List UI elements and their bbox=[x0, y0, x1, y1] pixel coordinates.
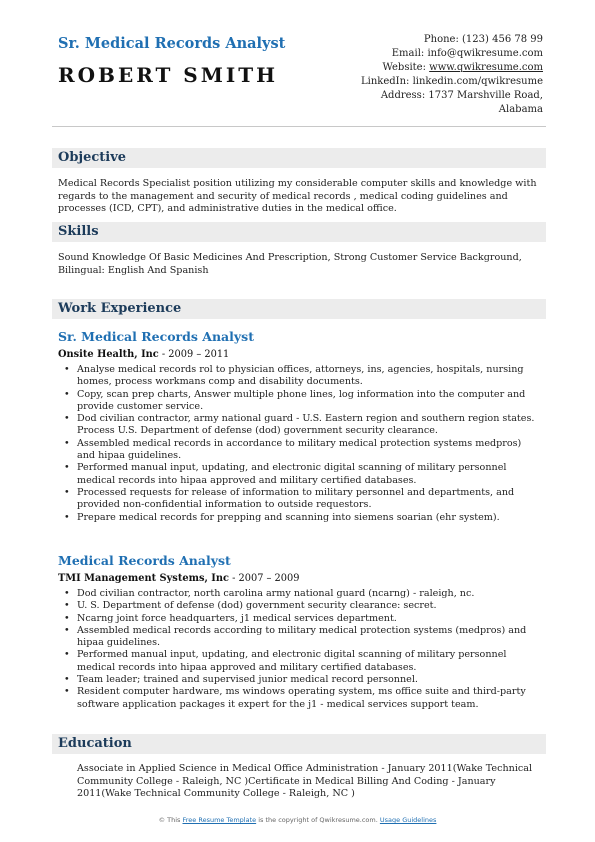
list-item: • Processed requests for release of information to military personnel and departments, and provided non-confidential information to outside requestors. bbox=[58, 487, 542, 512]
list-item: • Performed manual input, updating, and electronic digital scanning of military personnel medical records into hipaa approved and military certified databases. bbox=[58, 649, 542, 674]
education-section-header bbox=[52, 734, 546, 754]
list-item: • Analyse medical records rol to physician offices, attorneys, ins, agencies, hospitals, nursing homes, process workmans comp and disability documents. bbox=[58, 364, 542, 389]
job-bullets bbox=[58, 588, 542, 711]
job-title: Sr. Medical Records Analyst bbox=[58, 329, 254, 344]
contact-website: Website: www.qwikresume.com bbox=[382, 62, 543, 73]
list-item: • Team leader; trained and supervised junior medical record personnel. bbox=[58, 674, 542, 686]
contact-address-line2: Alabama bbox=[498, 104, 543, 115]
header-divider bbox=[52, 126, 546, 127]
objective-heading: Objective bbox=[58, 150, 127, 165]
education-text: Associate in Applied Science in Medical Office Administration - January 2011(Wake Technical Community College - Raleigh, NC )Certificate in Medical Billing And Coding - January 2011(Wake Technical Community College - Raleigh, NC ) bbox=[77, 763, 533, 799]
list-item: • U. S. Department of defense (dod) government security clearance: secret. bbox=[58, 600, 542, 612]
contact-phone: Phone: (123) 456 78 99 bbox=[423, 34, 543, 45]
skills-section-header bbox=[52, 222, 546, 242]
job-company: TMI Management Systems, Inc - 2007 – 2009 bbox=[58, 573, 300, 584]
objective-section-header bbox=[52, 148, 546, 168]
job-title: Medical Records Analyst bbox=[58, 553, 231, 568]
resume-job-title: Sr. Medical Records Analyst bbox=[58, 35, 286, 52]
skills-heading: Skills bbox=[58, 224, 99, 239]
list-item: • Ncarng joint force headquarters, j1 medical services department. bbox=[58, 613, 542, 625]
contact-email: Email: info@qwikresume.com bbox=[391, 48, 543, 59]
usage-guidelines-link[interactable]: Usage Guidelines bbox=[379, 816, 437, 824]
experience-heading: Work Experience bbox=[58, 301, 182, 316]
skills-text: Sound Knowledge Of Basic Medicines And Prescription, Strong Customer Service Background, Bilingual: English And Spanish bbox=[58, 252, 522, 276]
job-company: Onsite Health, Inc - 2009 – 2011 bbox=[58, 349, 230, 360]
job-bullets bbox=[58, 364, 542, 524]
list-item: • Copy, scan prep charts, Answer multiple phone lines, log information into the computer and provide customer service. bbox=[58, 389, 542, 414]
list-item: • Prepare medical records for prepping and scanning into siemens soarian (ehr system). bbox=[58, 512, 542, 524]
experience-section-header bbox=[52, 299, 546, 319]
candidate-name: ROBERT SMITH bbox=[58, 63, 279, 87]
contact-address: Address: 1737 Marshville Road, bbox=[380, 90, 543, 101]
footer: © This Free Resume Template is the copyright of Qwikresume.com. Usage Guidelines bbox=[158, 816, 437, 824]
contact-linkedin: LinkedIn: linkedin.com/qwikresume bbox=[360, 76, 543, 87]
list-item: • Assembled medical records according to military medical protection systems (medpros) and hipaa guidelines. bbox=[58, 625, 542, 650]
objective-text: Medical Records Specialist position utilizing my considerable computer skills and knowledge with regards to the management and security of medical records , medical coding guidelines and processes (ICD, CPT), and administrative duties in the medical office. bbox=[58, 178, 537, 214]
list-item: • Performed manual input, updating, and electronic digital scanning of military personnel medical records into hipaa approved and military certified databases. bbox=[58, 462, 542, 487]
contact-block bbox=[361, 33, 543, 117]
education-heading: Education bbox=[58, 736, 132, 751]
website-link[interactable]: www.qwikresume.com bbox=[429, 62, 543, 73]
free-resume-template-link[interactable]: Free Resume Template bbox=[182, 816, 257, 824]
list-item: • Assembled medical records in accordance to military medical protection systems medpros) and hipaa guidelines. bbox=[58, 438, 542, 463]
list-item: • Dod civilian contractor, army national guard - U.S. Eastern region and southern region states. Process U.S. Department of defense (dod) government security clearance. bbox=[58, 413, 542, 438]
list-item: • Dod civilian contractor, north carolina army national guard (ncarng) - raleigh, nc. bbox=[58, 588, 542, 600]
list-item: • Resident computer hardware, ms windows operating system, ms office suite and third-party software application packages it expert for the j1 - medical services support team. bbox=[58, 686, 542, 711]
